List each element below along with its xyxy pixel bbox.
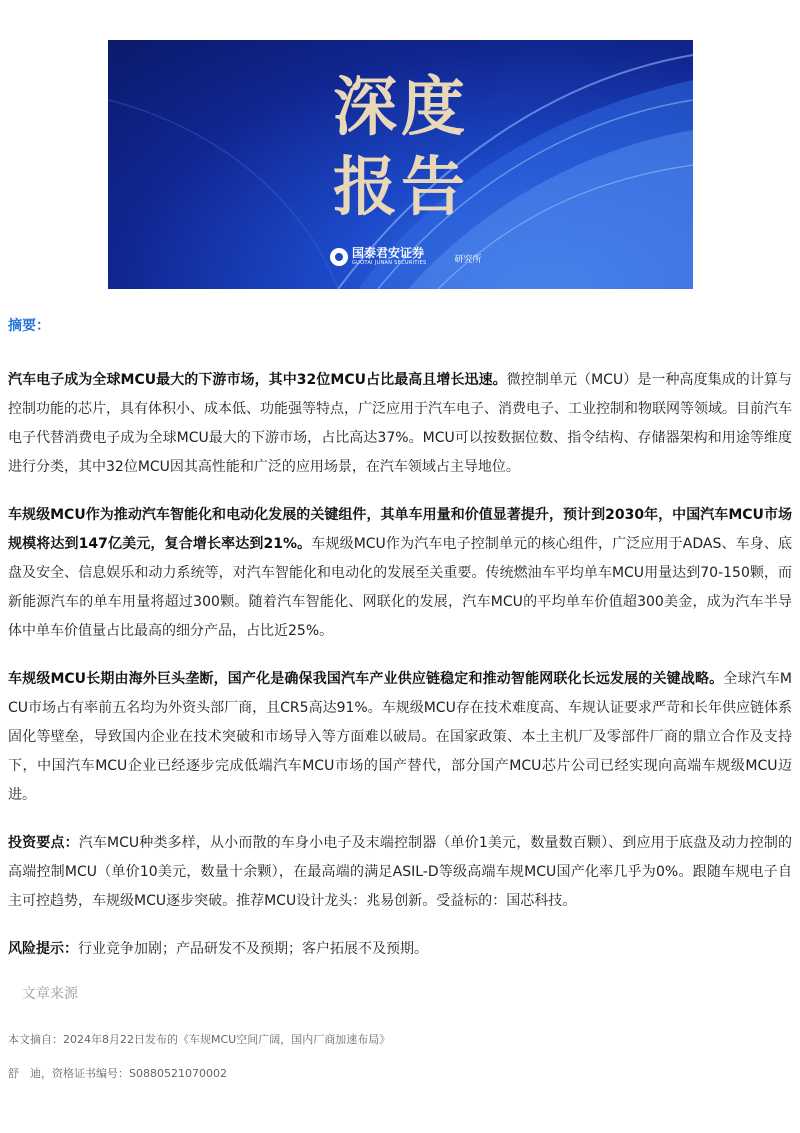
paragraph-body: 汽车MCU种类多样，从小而散的车身小电子及末端控制器（单价1美元，数量数百颗）、到应用于底盘及动力控制的高端控制MCU（单价10美元，数量十余颗），在最高端的满足ASIL-D等级高端车规MCU国产化率几乎为0%。跟随车规电子自主可控趋势，车规级MCU逐步突破。推荐MCU设计龙头：兆易创新。受益标的：国芯科技。: [8, 835, 793, 909]
abstract-heading: 摘要：: [8, 318, 50, 334]
logo-subtitle: 研究所: [454, 255, 482, 265]
paragraph-lead: 车规级MCU长期由海外巨头垄断，国产化是确保我国汽车产业供应链稳定和推动智能网联化长远发展的关键战略。: [8, 671, 724, 687]
banner-title-line1: 深度: [333, 70, 469, 145]
paragraph-automotive-mcu: [8, 501, 792, 646]
paragraph-lead: 风险提示：: [8, 941, 78, 957]
company-logo: [330, 246, 481, 267]
paragraph-body: 车规级MCU作为汽车电子控制单元的核心组件，广泛应用于ADAS、车身、底盘及安全、信息娱乐和动力系统等，对汽车智能化和电动化的发展至关重要。传统燃油车平均单车MCU用量达到70-150颗，而新能源汽车的单车用量将超过300颗。随着汽车智能化、网联化的发展，汽车MCU的平均单车价值超300美金，成为汽车半导体中单车价值量占比最高的细分产品，占比近25%。: [8, 536, 792, 639]
paragraph-body: 行业竞争加剧；产品研发不及预期；客户拓展不及预期。: [78, 941, 428, 957]
paragraph-body: 微控制单元（MCU）是一种高度集成的计算与控制功能的芯片，具有体积小、成本低、功能强等特点，广泛应用于汽车电子、消费电子、工业控制和物联网等领域。目前汽车电子代替消费电子成为全球MCU最大的下游市场，占比高达37%。MCU可以按数据位数、指令结构、存储器架构和用途等维度进行分类，其中32位MCU因其高性能和广泛的应用场景，在汽车领域占主导地位。: [8, 372, 792, 475]
paragraph-market: [8, 366, 792, 482]
source-label: 文章来源: [22, 986, 78, 1002]
paragraph-lead: 汽车电子成为全球MCU最大的下游市场，其中32位MCU占比最高且增长迅速。: [8, 372, 507, 388]
paragraph-lead: 车规级MCU作为推动汽车智能化和电动化发展的关键组件，其单车用量和价值显著提升，预计到2030年，中国汽车MCU市场规模将达到147亿美元，复合增长率达到21%。: [8, 507, 792, 552]
paragraph-investment: [8, 829, 792, 916]
report-banner: [108, 40, 693, 289]
paragraph-risk: [8, 935, 792, 964]
article-content: [8, 316, 792, 1082]
analyst-credential: 舒 迪，资格证书编号：S0880521070002: [8, 1067, 227, 1080]
paragraph-body: 全球汽车MCU市场占有率前五名均为外资头部厂商，且CR5高达91%。车规级MCU存在技术难度高、车规认证要求严苛和长年供应链体系固化等壁垒，导致国内企业在技术突破和市场导入等方面难以破局。在国家政策、本土主机厂及零部件厂商的鼎立合作及支持下，中国汽车MCU企业已经逐步完成低端汽车MCU市场的国产替代，部分国产MCU芯片公司已经实现向高端车规级MCU迈进。: [8, 671, 792, 803]
paragraph-lead: 投资要点：: [8, 835, 79, 851]
paragraph-localization: [8, 665, 792, 810]
logo-name-en: GUOTAI JUNAN SECURITIES: [352, 260, 427, 266]
logo-mark-icon: [330, 248, 348, 266]
excerpt-source: 本文摘自：2024年8月22日发布的《车规MCU空间广阔，国内厂商加速布局》: [8, 1033, 391, 1046]
logo-name-cn: 国泰君安证券: [352, 246, 425, 260]
banner-title: [333, 68, 483, 228]
banner-title-line2: 报告: [333, 150, 469, 225]
